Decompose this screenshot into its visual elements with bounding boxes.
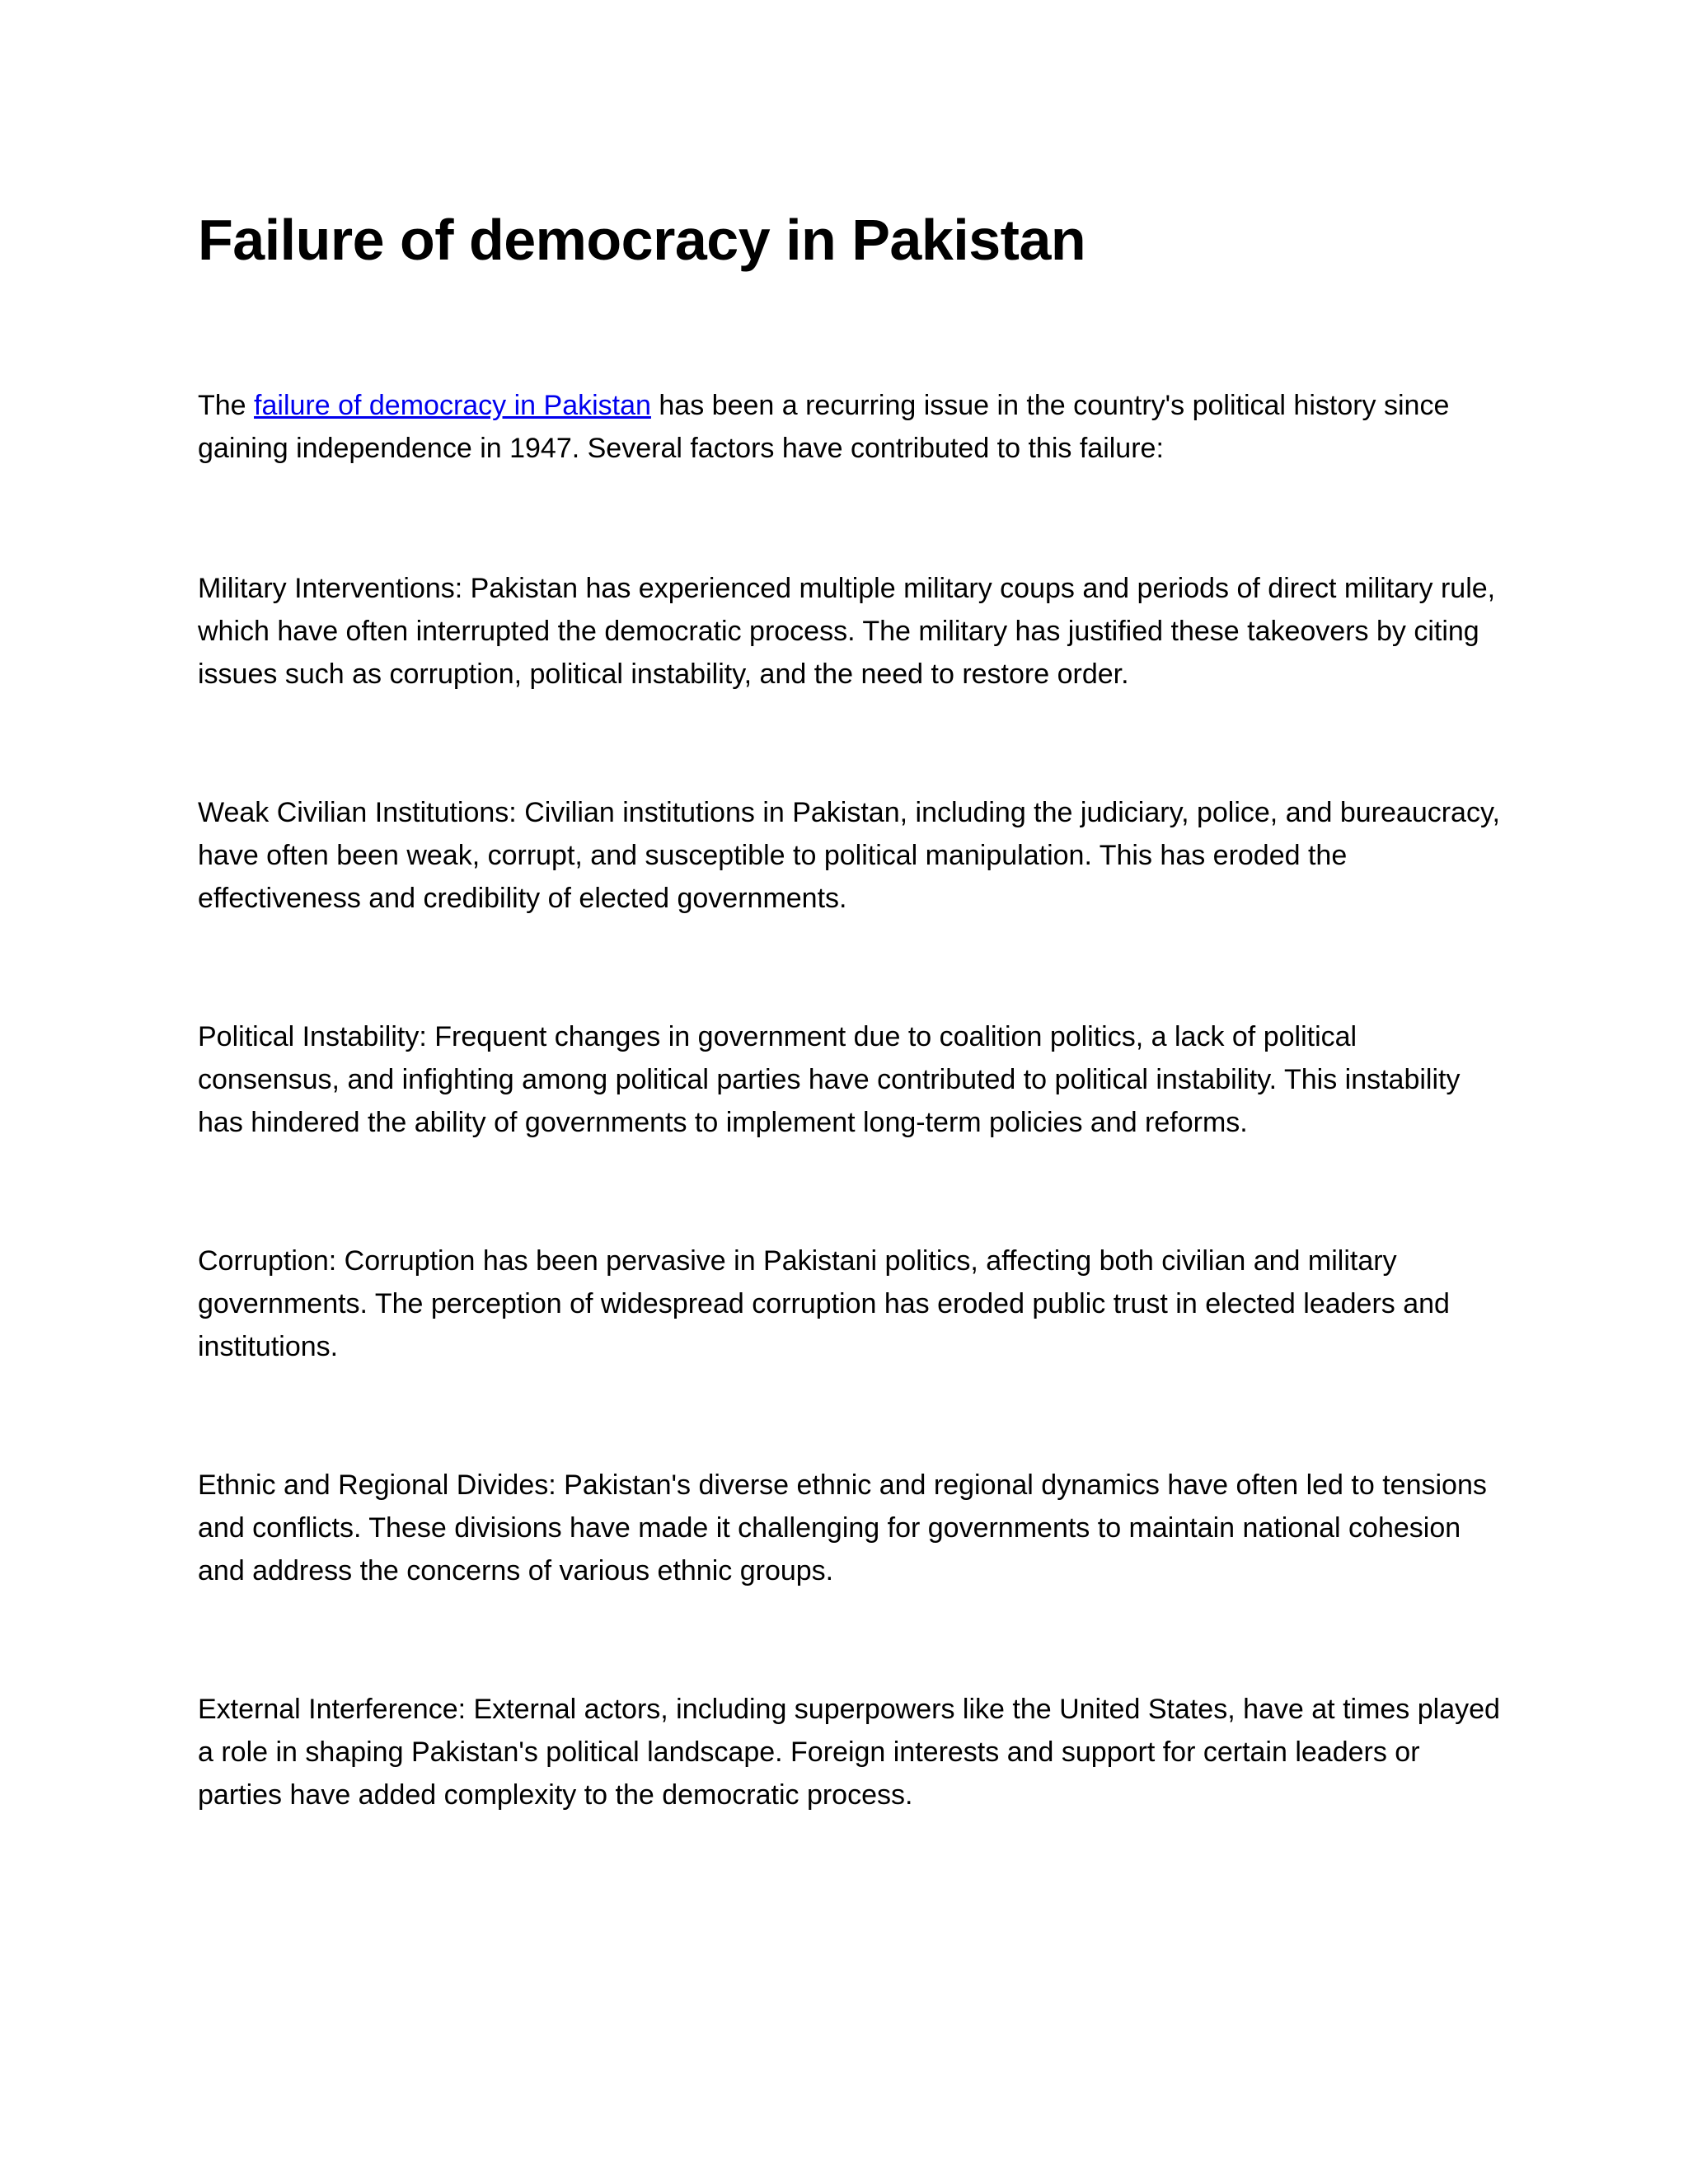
paragraph-weak-civilian-institutions: Weak Civilian Institutions: Civilian institutions in Pakistan, including the judiciary, police, and bureaucracy, have often been weak, corrupt, and susceptible to political manipulation. This has eroded the effectiveness and credibility of elected governments. bbox=[198, 797, 1500, 914]
paragraph-military-interventions: Military Interventions: Pakistan has experienced multiple military coups and periods of direct military rule, which have often interrupted the democratic process. The military has justified these takeovers by citing issues such as corruption, political instability, and the need to restore order. bbox=[198, 573, 1496, 690]
paragraph-political-instability: Political Instability: Frequent changes in government due to coalition politics, a lack of political consensus, and infighting among political parties have contributed to political instability. This instability has hindered the ability of governments to implement long-term policies and reforms. bbox=[198, 1021, 1461, 1138]
paragraph-ethnic-regional-divides: Ethnic and Regional Divides: Pakistan's diverse ethnic and regional dynamics have often led to tensions and conflicts. These divisions have made it challenging for governments to maintain national cohesion and address the concerns of various ethnic groups. bbox=[198, 1469, 1487, 1586]
intro-prefix: The bbox=[198, 390, 255, 421]
paragraph-external-interference: External Interference: External actors, including superpowers like the United States, have at times played a role in shaping Pakistan's political landscape. Foreign interests and support for certain leaders or parties have added complexity to the democratic process. bbox=[198, 1694, 1500, 1811]
failure-of-democracy-link[interactable]: failure of democracy in Pakistan bbox=[254, 390, 651, 421]
page-title: Failure of democracy in Pakistan bbox=[198, 208, 1086, 272]
intro-suffix: has been a recurring issue in the country's political history since gaining independence in 1947. Several factors have contributed to this failure: bbox=[198, 390, 1450, 464]
intro-paragraph bbox=[198, 384, 1500, 470]
paragraph-corruption: Corruption: Corruption has been pervasive in Pakistani politics, affecting both civilian and military governments. The perception of widespread corruption has eroded public trust in elected leaders and institutions. bbox=[198, 1245, 1450, 1362]
